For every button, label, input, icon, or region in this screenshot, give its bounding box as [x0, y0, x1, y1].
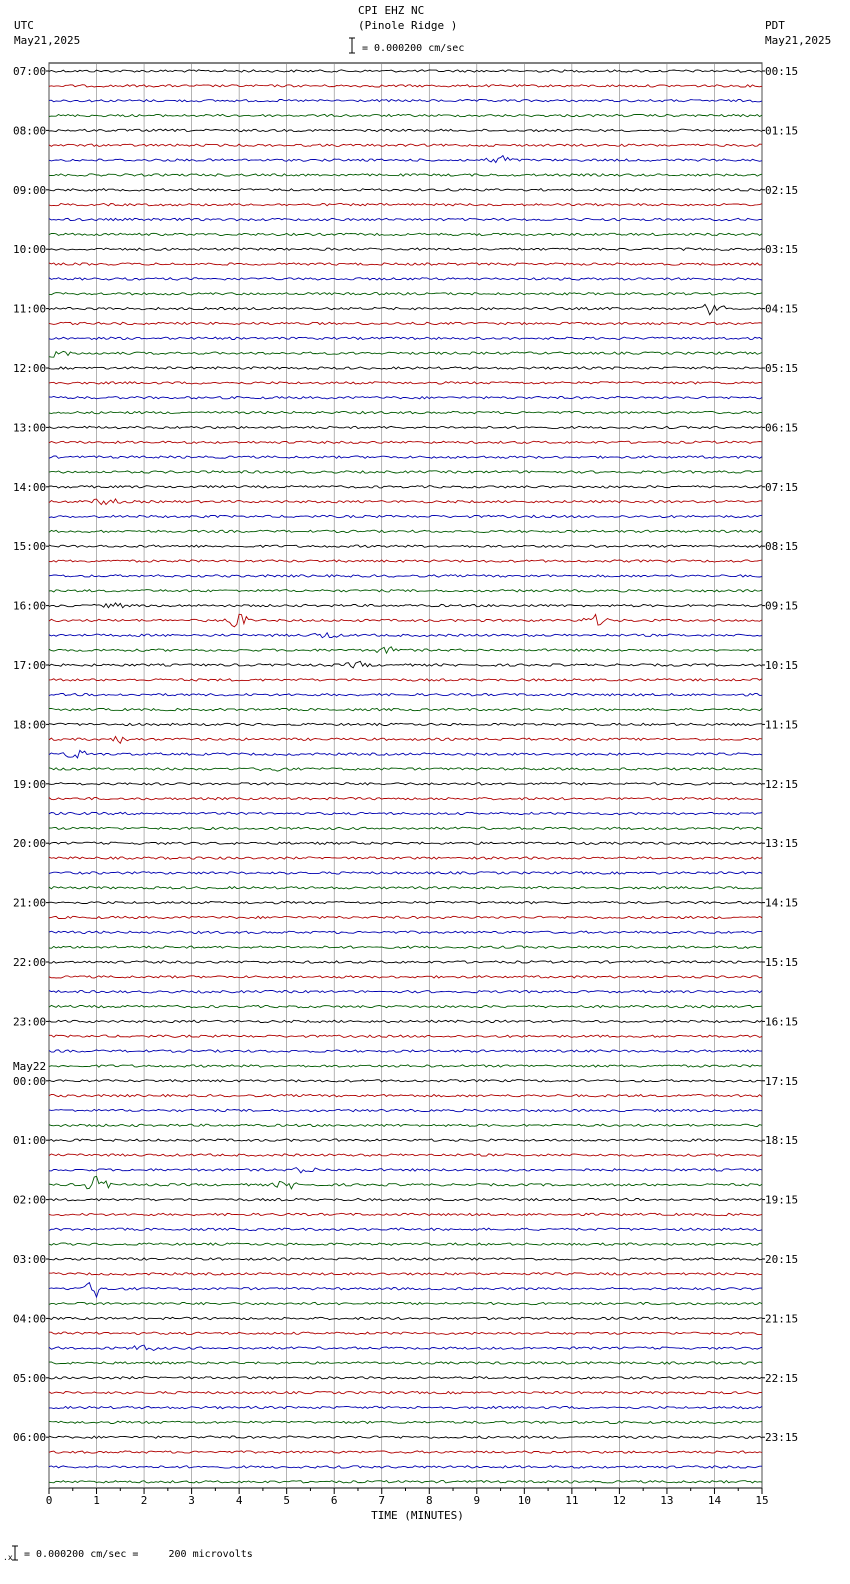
trace-line — [49, 708, 762, 710]
trace-line — [49, 248, 762, 250]
trace-line — [49, 857, 762, 859]
trace-line — [49, 397, 762, 399]
trace-line — [49, 322, 762, 324]
trace-line — [49, 633, 762, 638]
trace-line — [49, 1139, 762, 1141]
station-title: CPI EHZ NC — [358, 4, 425, 17]
utc-hour-label: 04:00 — [13, 1312, 47, 1326]
pdt-hour-label: 00:15 — [765, 65, 799, 78]
utc-hour-label: 08:00 — [13, 124, 47, 138]
x-tick-label: 11 — [565, 1494, 579, 1507]
trace-line — [49, 426, 762, 428]
trace-line — [49, 441, 762, 443]
trace-line — [49, 872, 762, 874]
pdt-date: May21,2025 — [765, 34, 832, 47]
utc-hour-label: 02:00 — [13, 1193, 47, 1207]
trace-line — [49, 1124, 762, 1126]
trace-line — [49, 100, 762, 102]
trace-line — [49, 1302, 762, 1304]
trace-line — [49, 768, 762, 771]
trace-line — [49, 1154, 762, 1156]
utc-hour-label: 16:00 — [13, 599, 47, 613]
trace-line — [49, 263, 762, 265]
x-tick-label: 2 — [140, 1494, 148, 1507]
trace-line — [49, 218, 762, 220]
pdt-hour-label: 10:15 — [765, 659, 799, 672]
trace-line — [49, 382, 762, 384]
pdt-hour-label: 19:15 — [765, 1193, 799, 1207]
utc-hour-label: 22:00 — [13, 956, 47, 969]
trace-line — [49, 1243, 762, 1245]
x-axis-label: TIME (MINUTES) — [371, 1509, 464, 1522]
utc-hour-label: 00:00 — [13, 1074, 47, 1088]
trace-line — [49, 694, 762, 696]
trace-line — [49, 946, 762, 948]
pdt-hour-label: 12:15 — [765, 777, 799, 791]
trace-line — [49, 1168, 762, 1173]
x-tick-label: 1 — [93, 1494, 100, 1507]
x-tick-label: 3 — [188, 1494, 195, 1507]
x-tick-label: 15 — [755, 1494, 769, 1507]
trace-line — [49, 144, 762, 146]
trace-line — [49, 1109, 762, 1111]
trace-line — [49, 842, 762, 844]
trace-line — [49, 545, 762, 547]
trace-line — [49, 812, 762, 814]
trace-line — [49, 991, 762, 993]
trace-line — [49, 174, 762, 176]
utc-hour-label: 15:00 — [13, 540, 47, 554]
trace-line — [49, 1065, 762, 1067]
trace-line — [49, 233, 762, 235]
trace-line — [49, 1035, 762, 1037]
x-tick-label: 9 — [473, 1494, 481, 1507]
pdt-hour-label: 23:15 — [765, 1431, 799, 1445]
trace-line — [49, 887, 762, 889]
trace-line — [49, 783, 762, 785]
trace-line — [49, 499, 762, 505]
utc-hour-label: 13:00 — [13, 421, 47, 435]
trace-line — [49, 1317, 762, 1319]
trace-line — [49, 916, 762, 918]
trace-line — [49, 575, 762, 577]
pdt-hour-label: 13:15 — [765, 837, 799, 851]
trace-line — [49, 85, 762, 87]
utc-hour-label: 18:00 — [13, 718, 47, 732]
trace-line — [49, 931, 762, 933]
pdt-hour-label: 18:15 — [765, 1134, 799, 1148]
trace-line — [49, 351, 762, 357]
pdt-hour-label: 14:15 — [765, 896, 799, 910]
trace-line — [49, 614, 762, 627]
trace-line — [49, 901, 762, 903]
trace-line — [49, 293, 762, 295]
trace-line — [49, 1273, 762, 1275]
pdt-hour-label: 17:15 — [765, 1074, 799, 1088]
trace-line — [49, 204, 762, 206]
trace-line — [49, 1466, 762, 1468]
scale-note: = 0.000200 cm/sec = 200 microvolts — [24, 1549, 253, 1560]
scale-label: = 0.000200 cm/sec — [362, 43, 465, 54]
trace-line — [49, 515, 762, 517]
utc-hour-label: 09:00 — [13, 183, 47, 197]
pdt-hour-label: 03:15 — [765, 243, 799, 257]
utc-hour-label: 14:00 — [13, 480, 47, 494]
trace-line — [49, 189, 762, 191]
trace-line — [49, 1332, 762, 1334]
trace-line — [49, 1451, 762, 1453]
trace-line — [49, 1080, 762, 1082]
trace-line — [49, 411, 762, 413]
utc-hour-label: 17:00 — [13, 659, 47, 672]
trace-line — [49, 1481, 762, 1483]
trace-line — [49, 1406, 762, 1408]
trace-line — [49, 114, 762, 116]
utc-date: May21,2025 — [14, 34, 81, 47]
trace-line — [49, 560, 762, 562]
trace-line — [49, 471, 762, 473]
pdt-hour-label: 22:15 — [765, 1371, 799, 1385]
x-tick-label: 6 — [330, 1494, 338, 1507]
utc-hour-label: 19:00 — [13, 777, 47, 791]
utc-hour-label: 12:00 — [13, 362, 47, 375]
trace-line — [49, 129, 762, 131]
x-tick-label: 5 — [283, 1494, 290, 1507]
trace-line — [49, 304, 762, 314]
trace-line — [49, 1176, 762, 1189]
utc-hour-label: 10:00 — [13, 243, 47, 257]
utc-label: UTC — [14, 19, 34, 32]
trace-line — [49, 723, 762, 725]
trace-line — [49, 1421, 762, 1423]
pdt-hour-label: 16:15 — [765, 1015, 799, 1029]
trace-line — [49, 961, 762, 963]
x-tick-label: 7 — [378, 1494, 386, 1507]
pdt-hour-label: 20:15 — [765, 1253, 799, 1266]
pdt-hour-label: 07:15 — [765, 480, 799, 494]
trace-line — [49, 798, 762, 800]
trace-line — [49, 590, 762, 592]
trace-line — [49, 647, 762, 653]
trace-line — [49, 70, 762, 72]
x-tick-label: 13 — [660, 1494, 674, 1507]
x-tick-label: 8 — [425, 1494, 433, 1507]
pdt-label: PDT — [765, 19, 785, 32]
utc-hour-label: 05:00 — [13, 1371, 47, 1385]
utc-hour-label: 20:00 — [13, 837, 47, 851]
trace-line — [49, 486, 762, 488]
trace-line — [49, 1377, 762, 1379]
date-change-label: May22 — [13, 1059, 47, 1073]
trace-line — [49, 367, 762, 369]
pdt-hour-label: 02:15 — [765, 183, 799, 197]
trace-line — [49, 1213, 762, 1215]
trace-line — [49, 1020, 762, 1022]
utc-hour-label: 21:00 — [13, 896, 47, 910]
trace-line — [49, 1198, 762, 1200]
trace-line — [49, 1392, 762, 1394]
trace-line — [49, 1283, 762, 1298]
utc-hour-label: 11:00 — [13, 302, 47, 316]
utc-hour-label: 06:00 — [13, 1431, 47, 1445]
x-tick-label: 10 — [517, 1494, 531, 1507]
station-name: (Pinole Ridge ) — [358, 19, 458, 32]
utc-hour-label: 23:00 — [13, 1015, 47, 1029]
trace-line — [49, 337, 762, 339]
trace-line — [49, 679, 762, 681]
pdt-hour-label: 21:15 — [765, 1312, 799, 1326]
utc-hour-label: 07:00 — [13, 65, 47, 78]
trace-line — [49, 1345, 762, 1350]
trace-line — [49, 1362, 762, 1364]
trace-line — [49, 1228, 762, 1230]
trace-line — [49, 1258, 762, 1260]
trace-line — [49, 827, 762, 829]
pdt-hour-label: 15:15 — [765, 956, 799, 969]
pdt-hour-label: 09:15 — [765, 599, 799, 613]
trace-line — [49, 976, 762, 978]
x-tick-label: 0 — [45, 1494, 53, 1507]
pdt-hour-label: 06:15 — [765, 421, 799, 435]
trace-line — [49, 456, 762, 458]
trace-line — [49, 278, 762, 280]
trace-line — [49, 530, 762, 532]
pdt-hour-label: 05:15 — [765, 362, 799, 375]
x-tick-label: 14 — [707, 1494, 722, 1507]
trace-line — [49, 603, 762, 608]
trace-line — [49, 737, 762, 744]
x-tick-label: 4 — [235, 1494, 243, 1507]
pdt-hour-label: 11:15 — [765, 718, 799, 732]
trace-line — [49, 1436, 762, 1438]
trace-line — [49, 1005, 762, 1007]
pdt-hour-label: 08:15 — [765, 540, 799, 554]
trace-line — [49, 750, 762, 758]
x-tick-label: 12 — [612, 1494, 627, 1507]
trace-line — [49, 1095, 762, 1097]
pdt-hour-label: 01:15 — [765, 124, 799, 138]
footer-marker: .x — [3, 1553, 13, 1562]
pdt-hour-label: 04:15 — [765, 302, 799, 316]
trace-line — [49, 1050, 762, 1052]
trace-line — [49, 156, 762, 163]
utc-hour-label: 01:00 — [13, 1134, 47, 1148]
utc-hour-label: 03:00 — [13, 1253, 47, 1266]
trace-line — [49, 661, 762, 668]
